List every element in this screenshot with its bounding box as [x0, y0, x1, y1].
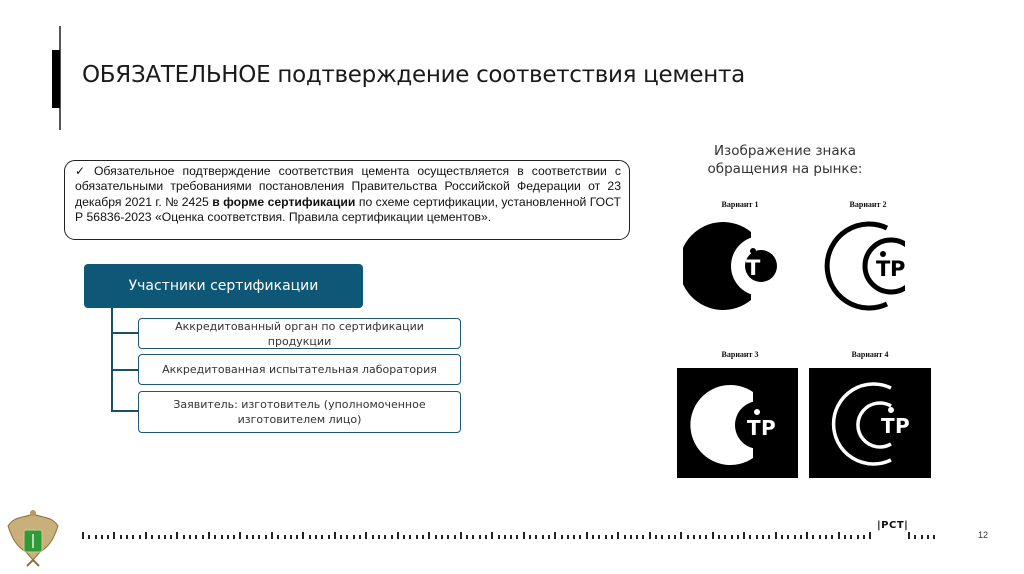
ruler-tick — [170, 535, 172, 539]
ruler-tick — [416, 535, 418, 539]
ruler-tick — [655, 535, 657, 539]
ruler-tick — [271, 532, 273, 539]
ruler-tick — [516, 535, 518, 539]
ruler-tick — [567, 535, 569, 539]
page-title: ОБЯЗАТЕЛЬНОЕ подтверждение соответствия цемента — [82, 62, 745, 88]
footer-ruler-left — [82, 527, 875, 539]
ruler-tick — [384, 535, 386, 539]
ruler-tick — [466, 535, 468, 539]
ruler-tick — [693, 535, 695, 539]
ruler-tick — [825, 535, 827, 539]
ruler-tick — [202, 535, 204, 539]
ruler-tick — [403, 535, 405, 539]
ruler-tick — [296, 535, 298, 539]
ruler-tick — [221, 535, 223, 539]
ruler-tick — [927, 535, 929, 539]
variant-2-label: Вариант 2 — [849, 200, 887, 209]
ruler-tick — [246, 535, 248, 539]
ruler-tick — [107, 535, 109, 539]
svg-text:Т: Т — [746, 256, 761, 280]
ruler-tick — [529, 535, 531, 539]
ruler-tick — [554, 532, 556, 539]
ruler-tick — [812, 535, 814, 539]
ruler-tick — [359, 535, 361, 539]
ruler-tick — [908, 532, 910, 539]
ruler-tick — [176, 532, 178, 539]
ruler-tick — [164, 535, 166, 539]
participant-label: Аккредитованная испытательная лаборатория — [162, 363, 437, 376]
ruler-tick — [472, 535, 474, 539]
ruler-tick — [435, 535, 437, 539]
ruler-tick — [749, 535, 751, 539]
ruler-tick — [252, 535, 254, 539]
svg-text:Р: Р — [760, 256, 776, 280]
participant-box-applicant — [138, 391, 461, 433]
ruler-tick — [598, 535, 600, 539]
svg-text:Т: Т — [876, 257, 891, 281]
ruler-tick — [743, 532, 745, 539]
ruler-tick — [787, 535, 789, 539]
ruler-tick — [636, 535, 638, 539]
ruler-tick — [624, 535, 626, 539]
ruler-tick — [921, 535, 923, 539]
ruler-tick — [573, 535, 575, 539]
ruler-tick — [158, 535, 160, 539]
ruler-tick — [365, 532, 367, 539]
ruler-tick — [869, 532, 871, 539]
notice-text-bold: в форме сертификации — [212, 194, 356, 209]
ruler-tick — [705, 535, 707, 539]
ruler-tick — [523, 532, 525, 539]
ruler-tick — [674, 535, 676, 539]
ruler-tick — [195, 535, 197, 539]
ruler-tick — [724, 535, 726, 539]
participant-box-test-lab — [138, 354, 461, 385]
ruler-tick — [642, 535, 644, 539]
ruler-tick — [561, 535, 563, 539]
ruler-tick — [227, 535, 229, 539]
ruler-tick — [447, 535, 449, 539]
ruler-tick — [819, 535, 821, 539]
ruler-tick — [309, 535, 311, 539]
ctr-mark-variant-2-icon — [815, 218, 930, 313]
ruler-tick — [731, 535, 733, 539]
ruler-tick — [82, 532, 84, 539]
ruler-tick — [277, 535, 279, 539]
checkmark-icon: ✓ — [75, 164, 90, 178]
title-accent-bar — [52, 50, 60, 108]
ruler-tick — [189, 535, 191, 539]
svg-text:Р: Р — [761, 416, 776, 440]
ruler-tick — [151, 535, 153, 539]
ruler-tick — [441, 535, 443, 539]
ruler-tick — [756, 535, 758, 539]
ruler-tick — [605, 535, 607, 539]
ruler-tick — [838, 532, 840, 539]
ruler-tick — [768, 535, 770, 539]
ruler-tick — [579, 535, 581, 539]
ruler-tick — [214, 535, 216, 539]
variant-4-background — [809, 368, 931, 478]
ruler-tick — [781, 535, 783, 539]
ruler-tick — [290, 535, 292, 539]
ruler-tick — [321, 535, 323, 539]
notice-text-start: Обязательное подтверждение соответствия цемента осуществляется в соответствии с обязательными требованиями постановления Правительства Российской Федерации от 23 декабря 2021 г. № 2425 — [75, 164, 622, 209]
ruler-tick — [409, 535, 411, 539]
ruler-tick — [378, 535, 380, 539]
market-sign-caption — [690, 142, 880, 178]
ruler-tick — [831, 535, 833, 539]
ruler-tick — [101, 535, 103, 539]
ruler-tick — [611, 535, 613, 539]
ruler-tick — [857, 535, 859, 539]
participant-box-certification-body — [138, 318, 461, 349]
caption-line-2: обращения на рынке: — [707, 161, 863, 177]
svg-text:Т: Т — [881, 414, 895, 438]
participants-header — [84, 264, 363, 308]
ruler-tick — [498, 535, 500, 539]
ruler-tick — [933, 535, 935, 539]
ruler-tick — [850, 535, 852, 539]
ctr-mark-variant-3-icon — [677, 368, 798, 478]
notice-text-end: по схеме сертификации, установленной ГОСТ Р 56836-2023 «Оценка соответствия. Правила сертификации цементов». — [75, 194, 621, 225]
connector-branch-3 — [111, 410, 139, 412]
ruler-tick — [775, 532, 777, 539]
ruler-tick — [485, 535, 487, 539]
svg-text:Р: Р — [895, 414, 910, 438]
ruler-tick — [334, 532, 336, 539]
caption-line-1: Изображение знака — [713, 143, 857, 159]
ruler-tick — [315, 535, 317, 539]
ruler-tick — [391, 535, 393, 539]
svg-text:Т: Т — [747, 416, 761, 440]
ruler-tick — [126, 535, 128, 539]
ruler-tick — [668, 535, 670, 539]
participant-label: Аккредитованный орган по сертификации продукции — [175, 319, 424, 348]
ruler-tick — [183, 535, 185, 539]
ruler-tick — [504, 535, 506, 539]
brand-text: РСТ — [881, 520, 905, 531]
ruler-tick — [844, 535, 846, 539]
ruler-tick — [661, 535, 663, 539]
ruler-tick — [586, 532, 588, 539]
ruler-tick — [88, 535, 90, 539]
connector-branch-1 — [111, 332, 139, 334]
participants-header-label: Участники сертификации — [128, 278, 319, 294]
ruler-tick — [428, 532, 430, 539]
ruler-tick — [649, 532, 651, 539]
ruler-tick — [863, 535, 865, 539]
ruler-tick — [712, 532, 714, 539]
ctr-mark-variant-1-icon — [683, 218, 793, 313]
participant-label: Заявитель: изготовитель (уполномоченное изготовителем лицо) — [173, 398, 426, 426]
ruler-tick — [454, 535, 456, 539]
ruler-tick — [806, 532, 808, 539]
ruler-tick — [479, 535, 481, 539]
ruler-tick — [397, 532, 399, 539]
ruler-tick — [328, 535, 330, 539]
ruler-tick — [265, 535, 267, 539]
ruler-tick — [535, 535, 537, 539]
ruler-tick — [687, 535, 689, 539]
page-number: 12 — [978, 530, 989, 540]
ruler-tick — [120, 535, 122, 539]
ruler-tick — [510, 535, 512, 539]
ruler-tick — [914, 535, 916, 539]
variant-1-label: Вариант 1 — [721, 200, 759, 209]
ruler-tick — [548, 535, 550, 539]
ruler-tick — [542, 535, 544, 539]
ruler-tick — [372, 535, 374, 539]
ruler-tick — [592, 535, 594, 539]
ruler-tick — [145, 532, 147, 539]
ruler-tick — [460, 532, 462, 539]
ruler-tick — [284, 535, 286, 539]
ruler-tick — [737, 535, 739, 539]
ruler-tick — [132, 535, 134, 539]
connector-vertical — [111, 307, 113, 412]
notice-box — [64, 160, 630, 240]
ruler-tick — [617, 532, 619, 539]
coat-of-arms-emblem-icon — [4, 508, 62, 570]
ruler-tick — [422, 535, 424, 539]
ruler-tick — [699, 535, 701, 539]
ruler-tick — [353, 535, 355, 539]
ruler-tick — [794, 535, 796, 539]
ruler-tick — [718, 535, 720, 539]
ruler-tick — [800, 535, 802, 539]
ruler-tick — [95, 535, 97, 539]
ruler-tick — [239, 532, 241, 539]
ruler-tick — [491, 532, 493, 539]
ruler-tick — [208, 532, 210, 539]
ruler-tick — [346, 535, 348, 539]
svg-text:Р: Р — [890, 257, 906, 281]
ruler-tick — [113, 532, 115, 539]
ruler-tick — [762, 535, 764, 539]
ruler-tick — [233, 535, 235, 539]
connector-branch-2 — [111, 369, 139, 371]
variant-3-label: Вариант 3 — [721, 350, 759, 359]
variant-4-label: Вариант 4 — [851, 350, 889, 359]
ruler-tick — [139, 535, 141, 539]
ruler-tick — [302, 532, 304, 539]
brand-logo: |РСТ| — [877, 520, 909, 531]
ctr-mark-variant-4-icon — [809, 368, 931, 478]
ruler-tick — [630, 535, 632, 539]
variant-3-background — [677, 368, 798, 478]
footer-ruler-right — [908, 527, 939, 539]
ruler-tick — [340, 535, 342, 539]
ruler-tick — [680, 532, 682, 539]
ruler-tick — [258, 535, 260, 539]
